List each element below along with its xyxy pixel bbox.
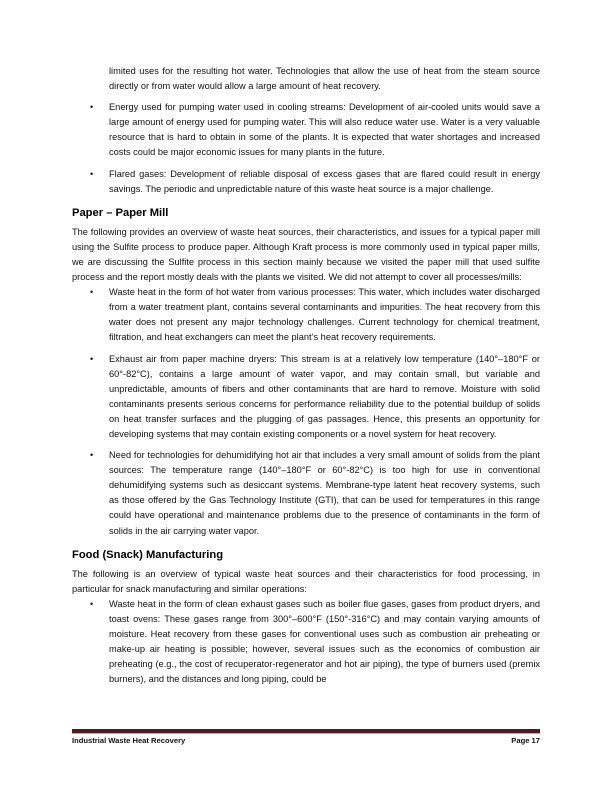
list-item bbox=[72, 448, 540, 539]
bullet-icon: • bbox=[90, 168, 94, 179]
continued-bullet-text: limited uses for the resulting hot water. Technologies that allow the use of heat from the steam source directly or from water would allow a large amount of heat recovery. bbox=[109, 66, 540, 92]
list-item bbox=[72, 100, 540, 160]
bullet-icon: • bbox=[90, 598, 94, 609]
bullet-icon: • bbox=[90, 102, 94, 113]
list-item-text: Exhaust air from paper machine dryers: This stream is at a relatively low temperature (140°–180°F or 60°-82°C), contains a large amount of water vapor, and may contain small, but variable and unpredictable, amounts of fibers and other contaminants that are hard to remove. Moisture with solid contaminants presents serious concerns for performance reliability due to the potential buildup of solids on heat transfer surfaces and the plugging of gas passages. Hence, this presents an opportunity for developing systems that may contain existing components or a novel system for heat recovery. bbox=[109, 353, 540, 439]
footer-rule-thin bbox=[72, 733, 540, 734]
page-content bbox=[72, 64, 540, 687]
footer-page-number: Page 17 bbox=[511, 736, 540, 745]
intro-bullet-list bbox=[72, 100, 540, 197]
footer-document-title: Industrial Waste Heat Recovery bbox=[72, 736, 186, 745]
bullet-icon: • bbox=[90, 450, 94, 461]
bullet-icon: • bbox=[90, 353, 94, 364]
section-heading-paper-mill: Paper – Paper Mill bbox=[72, 206, 169, 219]
bullet-icon: • bbox=[90, 287, 94, 298]
page-footer bbox=[72, 735, 540, 747]
section-heading-food-manufacturing: Food (Snack) Manufacturing bbox=[72, 548, 224, 561]
list-item bbox=[72, 352, 540, 443]
section-intro-paper-mill: The following provides an overview of waste heat sources, their characteristics, and issues for a typical paper mill using the Sulfite process to produce paper. Although Kraft process is more commonly used in typical paper mills, we are discussing the Sulfite process in this section mainly because we visited the paper mill that used sulfite process and the report mostly deals with the plants we visited. We did not attempt to cover all processes/mills: bbox=[72, 226, 540, 283]
list-item bbox=[72, 597, 540, 688]
list-item bbox=[72, 285, 540, 345]
list-item-text: Need for technologies for dehumidifying hot air that includes a very small amount of solids from the plant sources: The temperature range (140°–180°F or 60°-82°C) is too high for use in conventional dehumidifying systems such as desiccant systems. Membrane-type latent heat recovery systems, such as those offered by the Gas Technology Institute (GTI), that can be used for temperatures in this range could have operational and maintenance problems due to the presence of contaminants in the form of solids in the air carrying water vapor. bbox=[109, 450, 540, 536]
section-intro-food-manufacturing: The following is an overview of typical waste heat sources and their characteristics for food processing, in particular for snack manufacturing and similar operations: bbox=[72, 568, 540, 594]
list-item-text: Waste heat in the form of clean exhaust gases such as boiler flue gases, gases from product dryers, and toast ovens: These gases range from 300°–600°F (150°-316°C) and may contain varying amounts of moisture. Heat recovery from these gases for conventional uses such as combustion air preheating or make-up air heating is possible; however, several issues such as the economics of combustion air preheating (e.g., the cost of recuperator-regenerator and hot air piping), the type of burners used (premix burners), and the distances and long piping, could be bbox=[109, 598, 540, 685]
list-item-text: Flared gases: Development of reliable disposal of excess gases that are flared could result in energy savings. The periodic and unpredictable nature of this waste heat source is a major challenge. bbox=[109, 168, 540, 194]
list-item-text: Energy used for pumping water used in cooling streams: Development of air-cooled units would save a large amount of energy used for pumping water. This will also reduce water use. Water is a very valuable resource that is hard to obtain in some of the plants. It is expected that water shortages and increased costs could be major economic issues for many plants in the future. bbox=[109, 102, 540, 158]
list-item bbox=[72, 167, 540, 197]
list-item-text: Waste heat in the form of hot water from various processes: This water, which includes water discharged from a water treatment plant, contains several contaminants and impurities. The heat recovery from this water does not present any major technology challenges. Current technology for chemical treatment, filtration, and heat exchangers can meet the plant’s heat recovery requirements. bbox=[109, 287, 540, 343]
food-manufacturing-bullet-list bbox=[72, 597, 540, 688]
paper-mill-bullet-list bbox=[72, 285, 540, 539]
